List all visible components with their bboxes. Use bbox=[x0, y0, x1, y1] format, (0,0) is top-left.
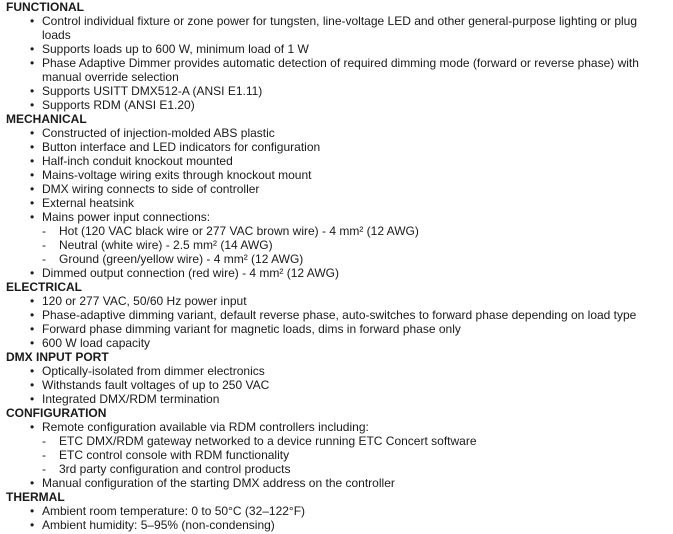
bullet-item bbox=[6, 168, 667, 182]
bullet-item bbox=[6, 56, 667, 84]
spec-section bbox=[6, 112, 667, 280]
bullet-item bbox=[6, 392, 667, 406]
bullet-text: Supports USITT DMX512-A (ANSI E1.11) bbox=[42, 84, 263, 98]
section-heading: DMX INPUT PORT bbox=[6, 350, 109, 364]
bullet-text: Supports RDM (ANSI E1.20) bbox=[42, 98, 195, 112]
bullet-text: Withstands fault voltages of up to 250 VAC bbox=[42, 378, 270, 392]
bullet-list bbox=[6, 504, 667, 532]
bullet-item bbox=[6, 294, 667, 308]
bullet-text: Supports loads up to 600 W, minimum load of 1 W bbox=[42, 42, 309, 56]
bullet-text: DMX wiring connects to side of controller bbox=[42, 182, 260, 196]
bullet-text: Button interface and LED indicators for configuration bbox=[42, 140, 321, 154]
bullet-item bbox=[6, 210, 667, 266]
bullet-text: Constructed of injection-molded ABS plastic bbox=[42, 126, 275, 140]
sub-item: - 3rd party configuration and control products bbox=[6, 462, 667, 476]
bullet-text: Ambient room temperature: 0 to 50°C (32–122°F) bbox=[42, 504, 306, 518]
bullet-item bbox=[6, 308, 667, 322]
bullet-item bbox=[6, 504, 667, 518]
bullet-item bbox=[6, 98, 667, 112]
sub-list bbox=[42, 434, 667, 476]
spec-section bbox=[6, 406, 667, 490]
section-heading: ELECTRICAL bbox=[6, 280, 82, 294]
bullet-item bbox=[6, 154, 667, 168]
bullet-item bbox=[6, 364, 667, 378]
bullet-item bbox=[6, 84, 667, 98]
bullet-text: 600 W load capacity bbox=[42, 336, 151, 350]
section-heading: MECHANICAL bbox=[6, 112, 87, 126]
bullet-item bbox=[6, 518, 667, 532]
sub-item: - Hot (120 VAC black wire or 277 VAC brown wire) - 4 mm² (12 AWG) bbox=[6, 224, 667, 238]
bullet-list bbox=[6, 14, 667, 112]
bullet-text: Remote configuration available via RDM controllers including: bbox=[42, 420, 369, 434]
bullet-text: Ambient humidity: 5–95% (non-condensing) bbox=[42, 518, 275, 532]
bullet-text: Dimmed output connection (red wire) - 4 mm² (12 AWG) bbox=[42, 266, 339, 280]
bullet-text: 120 or 277 VAC, 50/60 Hz power input bbox=[42, 294, 247, 308]
bullet-item bbox=[6, 42, 667, 56]
sub-item: - ETC DMX/RDM gateway networked to a device running ETC Concert software bbox=[6, 434, 667, 448]
bullet-text: Forward phase dimming variant for magnetic loads, dims in forward phase only bbox=[42, 322, 461, 336]
bullet-item bbox=[6, 14, 667, 42]
bullet-item bbox=[6, 266, 667, 280]
section-heading: CONFIGURATION bbox=[6, 406, 107, 420]
bullet-list bbox=[6, 126, 667, 280]
bullet-item bbox=[6, 196, 667, 210]
bullet-text: Control individual fixture or zone power for tungsten, line-voltage LED and other general-purpose lighting or plug loads bbox=[42, 14, 638, 42]
bullet-text: Phase-adaptive dimming variant, default reverse phase, auto-switches to forward phase depending on load type bbox=[42, 308, 637, 322]
bullet-item bbox=[6, 322, 667, 336]
bullet-list bbox=[6, 364, 667, 406]
spec-section bbox=[6, 490, 667, 532]
bullet-text: Optically-isolated from dimmer electronics bbox=[42, 364, 265, 378]
section-heading: THERMAL bbox=[6, 490, 65, 504]
bullet-item bbox=[6, 126, 667, 140]
spec-section bbox=[6, 280, 667, 350]
sub-item: - Neutral (white wire) - 2.5 mm² (14 AWG) bbox=[6, 238, 667, 252]
bullet-text: Manual configuration of the starting DMX address on the controller bbox=[42, 476, 395, 490]
section-heading: FUNCTIONAL bbox=[6, 0, 84, 14]
bullet-item bbox=[6, 336, 667, 350]
bullet-item bbox=[6, 378, 667, 392]
bullet-list bbox=[6, 420, 667, 490]
spec-section bbox=[6, 0, 667, 112]
sub-item: - ETC control console with RDM functionality bbox=[6, 448, 667, 462]
bullet-text: Phase Adaptive Dimmer provides automatic detection of required dimming mode (forward or reverse phase) with manual override selection bbox=[42, 56, 639, 84]
sub-list bbox=[42, 224, 667, 266]
bullet-text: External heatsink bbox=[42, 196, 135, 210]
bullet-item bbox=[6, 140, 667, 154]
bullet-text: Mains power input connections: bbox=[42, 210, 211, 224]
bullet-item bbox=[6, 420, 667, 476]
bullet-item bbox=[6, 182, 667, 196]
sub-item: - Ground (green/yellow wire) - 4 mm² (12 AWG) bbox=[6, 252, 667, 266]
bullet-text: Integrated DMX/RDM termination bbox=[42, 392, 220, 406]
spec-section bbox=[6, 350, 667, 406]
bullet-item bbox=[6, 476, 667, 490]
bullet-list bbox=[6, 294, 667, 350]
bullet-text: Mains-voltage wiring exits through knockout mount bbox=[42, 168, 312, 182]
bullet-text: Half-inch conduit knockout mounted bbox=[42, 154, 233, 168]
